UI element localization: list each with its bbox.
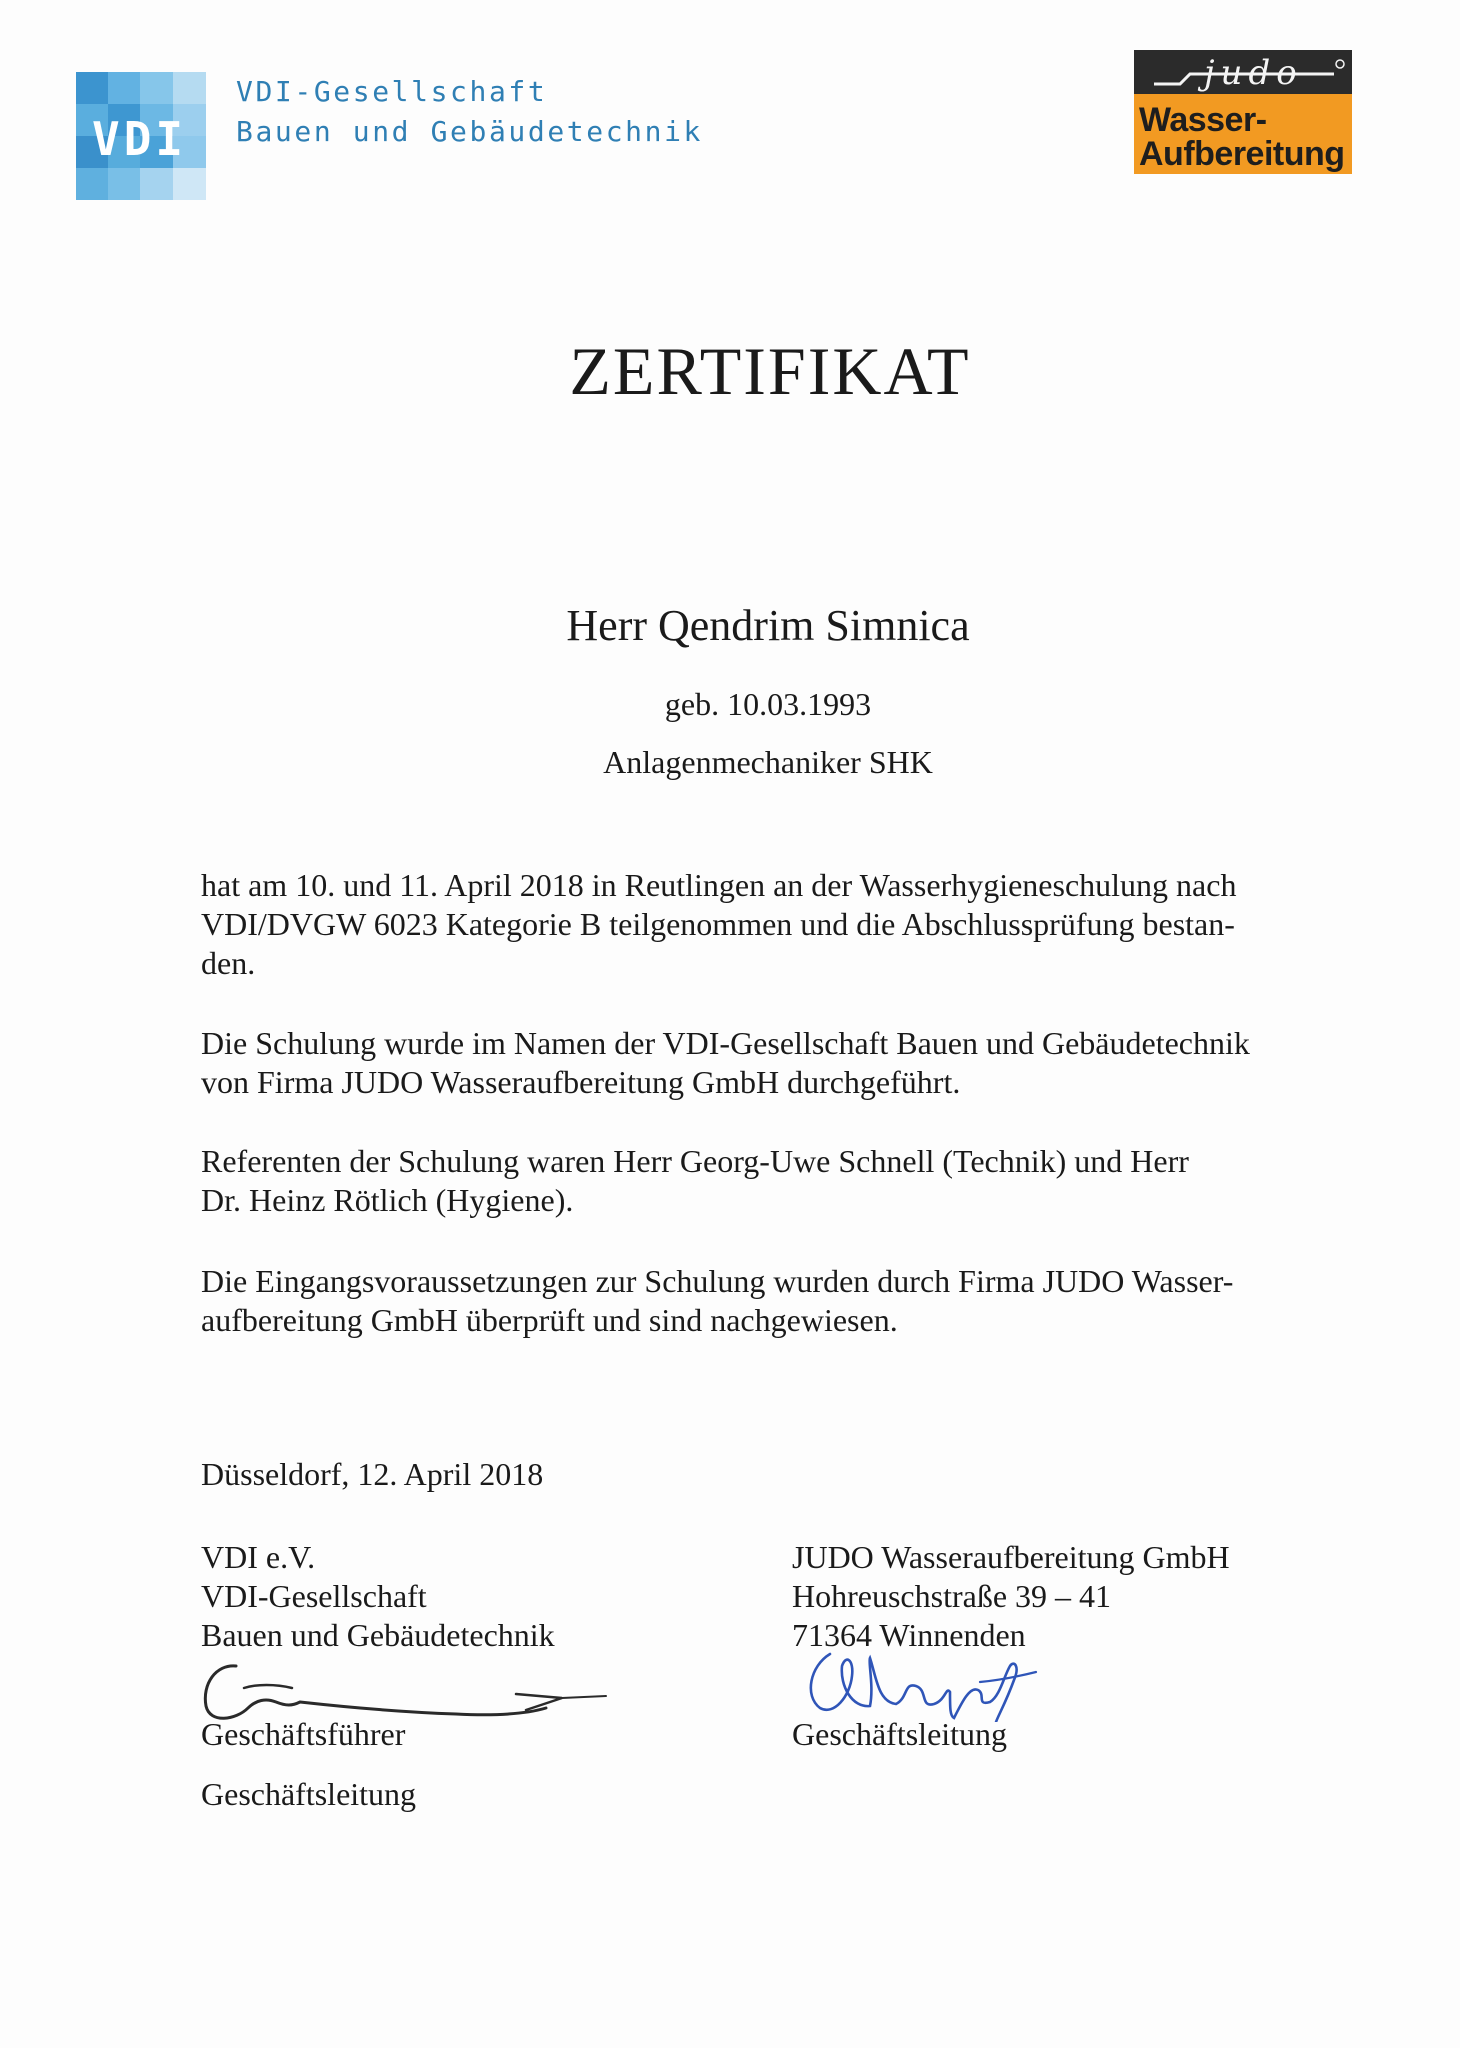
text-line: Die Eingangsvoraussetzungen zur Schulung wurden durch Firma JUDO Wasser- (201, 1263, 1234, 1299)
recipient-profession: Anlagenmechaniker SHK (603, 744, 933, 780)
vdi-org-name (236, 72, 703, 152)
paragraph-speakers (201, 1142, 1351, 1220)
signatory-line: JUDO Wasseraufbereitung GmbH (792, 1539, 1230, 1575)
judo-brand-bar (1134, 50, 1352, 94)
judo-text-wasser: Wasser- (1139, 101, 1267, 139)
recipient-birthdate: geb. 10.03.1993 (664, 686, 872, 722)
role-geschaeftsleitung-vdi: Geschäftsleitung (201, 1776, 417, 1812)
text-line: hat am 10. und 11. April 2018 in Reutlingen an der Wasserhygieneschulung nach (201, 867, 1237, 903)
signatory-line: Hohreuschstraße 39 – 41 (792, 1578, 1112, 1614)
paragraph-organizer (201, 1024, 1351, 1102)
signatory-line: 71364 Winnenden (792, 1617, 1026, 1653)
text-line: von Firma JUDO Wasseraufbereitung GmbH durchgeführt. (201, 1064, 961, 1100)
vdi-logo-mark: VDI (92, 112, 188, 166)
role-geschaeftsfuehrer: Geschäftsführer (201, 1716, 406, 1752)
vdi-org-line2: Bauen und Gebäudetechnik (236, 115, 703, 148)
judo-brand-wordmark: judo (1204, 53, 1303, 93)
vdi-org-line1: VDI-Gesellschaft (236, 75, 548, 108)
signatory-vdi (201, 1538, 555, 1655)
text-line: VDI/DVGW 6023 Kategorie B teilgenommen und die Abschlussprüfung bestan- (201, 906, 1235, 942)
text-line: Dr. Heinz Rötlich (Hygiene). (201, 1182, 574, 1218)
signatory-line: Bauen und Gebäudetechnik (201, 1617, 555, 1653)
text-line: Referenten der Schulung waren Herr Georg-Uwe Schnell (Technik) und Herr (201, 1143, 1189, 1179)
place-and-date: Düsseldorf, 12. April 2018 (201, 1456, 544, 1492)
text-line: Die Schulung wurde im Namen der VDI-Gesellschaft Bauen und Gebäudetechnik (201, 1025, 1250, 1061)
certificate-title: ZERTIFIKAT (569, 333, 971, 409)
signature-judo (800, 1646, 1040, 1722)
vdi-logo (76, 72, 206, 200)
recipient-name: Herr Qendrim Simnica (566, 601, 970, 650)
text-line: aufbereitung GmbH überprüft und sind nachgewiesen. (201, 1302, 898, 1338)
judo-logo (1134, 50, 1352, 174)
paragraph-prerequisites (201, 1262, 1351, 1340)
signatory-line: VDI e.V. (201, 1539, 316, 1575)
text-line: den. (201, 945, 256, 981)
paragraph-participation (201, 866, 1351, 983)
signatory-judo (792, 1538, 1230, 1655)
judo-text-aufbereitung: Aufbereitung (1139, 135, 1345, 173)
signatory-line: VDI-Gesellschaft (201, 1578, 427, 1614)
role-geschaeftsleitung-judo: Geschäftsleitung (792, 1716, 1008, 1752)
